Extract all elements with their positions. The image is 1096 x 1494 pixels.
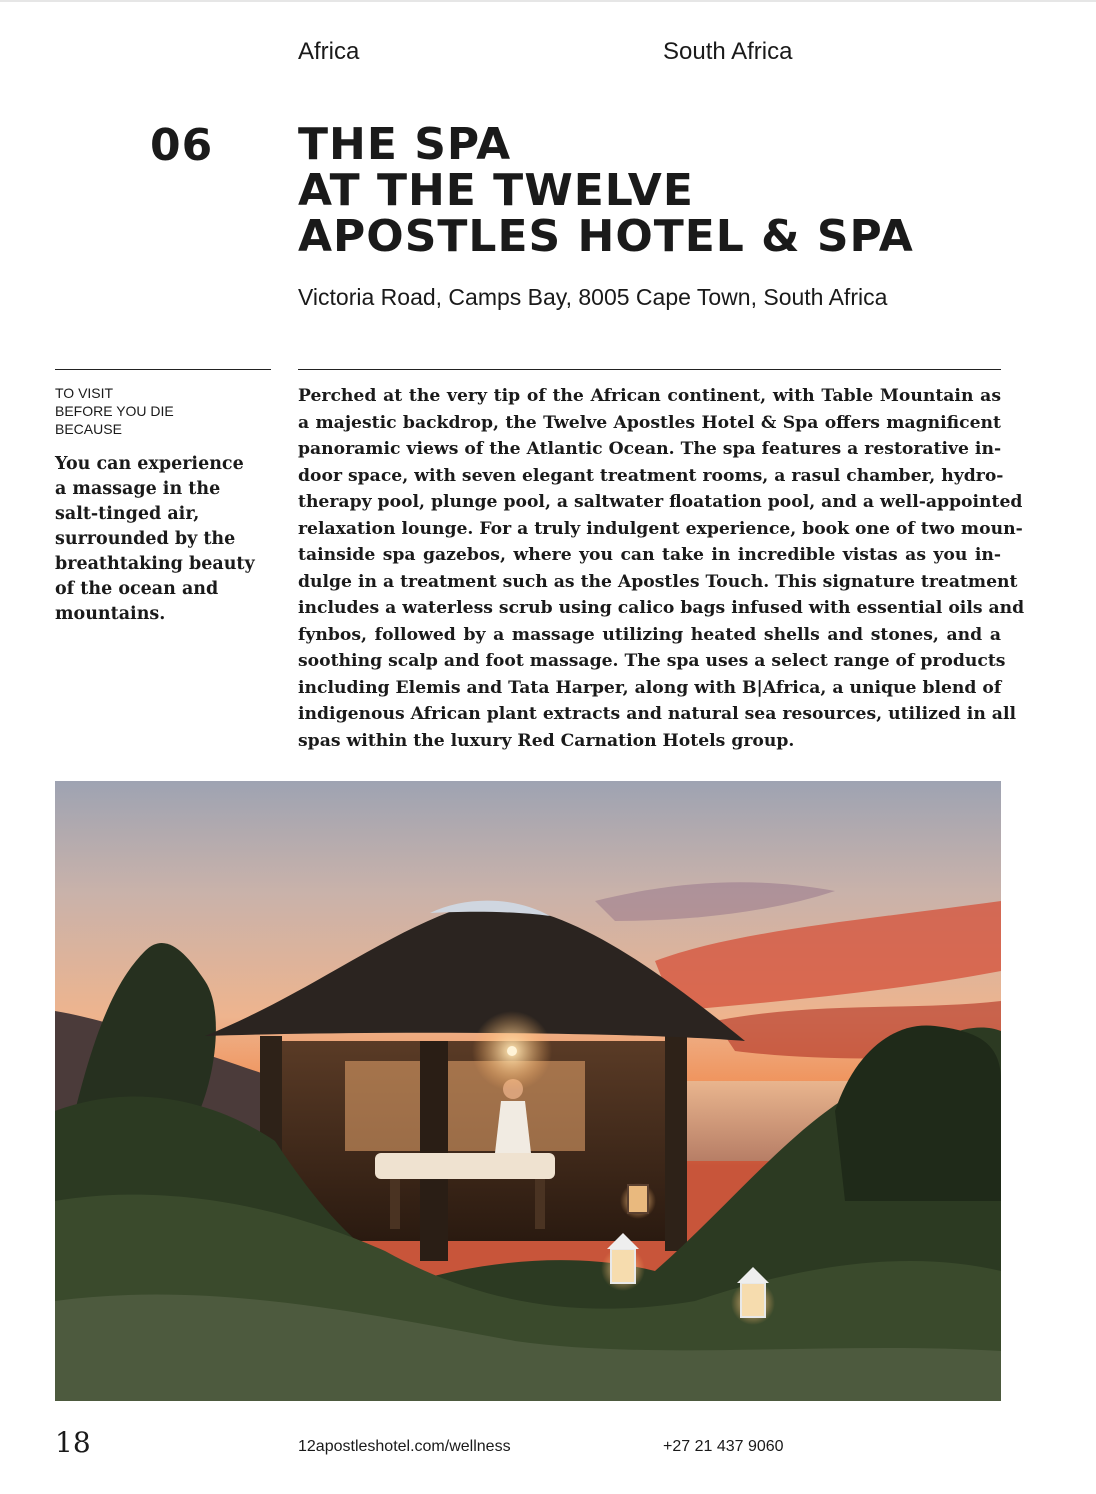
body-line: panoramic views of the Atlantic Ocean. The spa features a restorative in- (298, 439, 1002, 459)
body-line: indigenous African plant extracts and natural sea resources, utilized in all (298, 704, 1017, 724)
body-line: includes a waterless scrub using calico bags infused with essential oils and (298, 598, 1025, 618)
sidebar-reason-line: mountains. (55, 604, 166, 624)
body-line: a majestic backdrop, the Twelve Apostles Hotel & Spa offers magnificent (298, 412, 1001, 433)
body-line: Perched at the very tip of the African continent, with Table Mountain as (298, 386, 1001, 406)
body-line: relaxation lounge. For a truly indulgent experience, book one of two moun- (298, 518, 1023, 539)
body-line: spas within the luxury Red Carnation Hotels group. (298, 730, 795, 751)
sidebar-label-line: BEFORE YOU DIE (55, 403, 174, 419)
header-region: Africa (298, 38, 360, 65)
sidebar-label (55, 384, 265, 438)
sidebar-reason (55, 452, 275, 627)
title-line: THE SPA (298, 119, 512, 170)
body-line: dulge in a treatment such as the Apostles Touch. This signature treatment (298, 571, 1018, 592)
sidebar-reason-line: breathtaking beauty (55, 554, 255, 574)
body-line: fynbos, followed by a massage utilizing heated shells and stones, and a (298, 624, 1001, 645)
header-country: South Africa (663, 38, 793, 65)
title-line: AT THE TWELVE (298, 165, 694, 216)
page-title (298, 119, 1018, 262)
body-line: soothing scalp and foot massage. The spa uses a select range of products (298, 651, 1006, 671)
spa-gazebo-photo (55, 781, 1001, 1401)
sidebar-reason-line: surrounded by the (55, 529, 236, 549)
sidebar-reason-line: a massage in the (55, 479, 221, 499)
body-line: door space, with seven elegant treatment rooms, a rasul chamber, hydro- (298, 465, 1004, 486)
title-line: APOSTLES HOTEL & SPA (298, 211, 914, 262)
divider-left (55, 369, 271, 370)
body-text (298, 383, 1025, 754)
top-border (0, 0, 1096, 2)
sidebar-label-line: BECAUSE (55, 421, 122, 437)
entry-number: 06 (150, 120, 214, 171)
sidebar-reason-line: salt-tinged air, (55, 504, 200, 524)
address: Victoria Road, Camps Bay, 8005 Cape Town, South Africa (298, 284, 888, 310)
sidebar-label-line: TO VISIT (55, 385, 114, 401)
divider-right (298, 369, 1001, 370)
website-link[interactable]: 12apostleshotel.com/wellness (298, 1438, 511, 1455)
body-line: including Elemis and Tata Harper, along with B|Africa, a unique blend of (298, 677, 1002, 698)
phone-number: +27 21 437 9060 (663, 1438, 784, 1455)
sidebar-reason-line: You can experience (55, 454, 244, 474)
body-line: therapy pool, plunge pool, a saltwater floatation pool, and a well-appointed (298, 492, 1023, 512)
body-line: tainside spa gazebos, where you can take in incredible vistas as you in- (298, 545, 1001, 565)
page-number: 18 (55, 1426, 91, 1459)
sidebar-reason-line: of the ocean and (55, 579, 219, 599)
